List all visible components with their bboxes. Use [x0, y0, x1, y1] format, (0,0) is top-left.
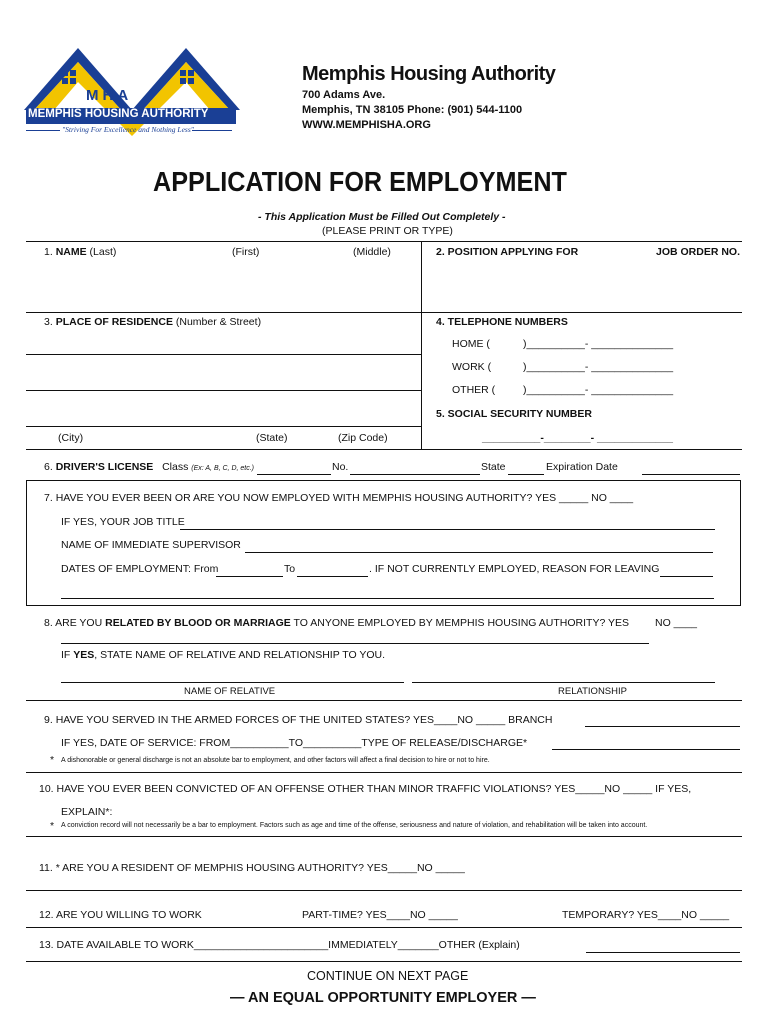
q7-reason-field[interactable]	[660, 576, 713, 577]
q7-job-title-field[interactable]	[180, 529, 715, 530]
residence-line-1[interactable]	[26, 354, 421, 355]
org-address: 700 Adams Ave.	[302, 89, 386, 101]
q7-dates-from-label: DATES OF EMPLOYMENT: From	[61, 563, 219, 575]
q9-dates: IF YES, DATE OF SERVICE: FROM__________TO__________TYPE OF RELEASE/DISCHARGE*	[61, 737, 528, 749]
q12-part-time[interactable]: PART-TIME? YES____NO _____	[302, 909, 458, 921]
q9-discharge-field[interactable]	[552, 749, 740, 750]
q12-question: 12. ARE YOU WILLING TO WORK	[39, 909, 202, 921]
q4-label: 4. TELEPHONE NUMBERS	[436, 316, 568, 328]
position-input-area[interactable]	[422, 260, 742, 310]
page-title: APPLICATION FOR EMPLOYMENT	[153, 166, 567, 197]
q7-job-title-label: IF YES, YOUR JOB TITLE	[61, 516, 185, 528]
q6-expiration: Expiration Date	[546, 461, 618, 473]
q6-state: State	[481, 461, 506, 473]
org-name: Memphis Housing Authority	[302, 63, 556, 85]
q7-dates-to-field[interactable]	[297, 576, 368, 577]
relationship-label: RELATIONSHIP	[558, 686, 627, 697]
phone-home-label: HOME (	[452, 338, 490, 350]
form-subtitle: - This Application Must be Filled Out Completely -	[258, 211, 506, 223]
relative-name-field[interactable]	[61, 682, 404, 683]
q8-no[interactable]: NO ____	[655, 617, 698, 629]
q9-question: 9. HAVE YOU SERVED IN THE ARMED FORCES OF THE UNITED STATES? YES____NO _____ BRANCH	[44, 714, 553, 726]
q12-temporary[interactable]: TEMPORARY? YES____NO _____	[562, 909, 730, 921]
q13-other-field[interactable]	[586, 952, 740, 953]
q8-question: 8. ARE YOU RELATED BY BLOOD OR MARRIAGE TO ANYONE EMPLOYED BY MEMPHIS HOUSING AUTHORITY? YES	[44, 617, 630, 629]
q9-note: A dishonorable or general discharge is not an absolute bar to employment, and other factors will affect a final decision to hire or not to hire.	[61, 757, 490, 764]
q3-city: (City)	[58, 432, 84, 444]
logo-tagline: "Striving For Excellence and Nothing Less"	[62, 125, 194, 134]
q10-note: A conviction record will not necessarily be a bar to employment. Factors such as age and time of the offense, seriousness and nature of violation, and rehabilitation will be taken into account.	[61, 822, 648, 829]
phone-work-field[interactable]: )__________- ______________	[523, 361, 674, 373]
q13-question: 13. DATE AVAILABLE TO WORK_______________________IMMEDIATELY_______OTHER (Explain)	[39, 939, 520, 951]
phone-home-field[interactable]: )__________- ______________	[523, 338, 674, 350]
q7-question: 7. HAVE YOU EVER BEEN OR ARE YOU NOW EMPLOYED WITH MEMPHIS HOUSING AUTHORITY? YES _____ NO ____	[44, 492, 634, 504]
license-state-field[interactable]	[508, 474, 544, 475]
name-input-area[interactable]	[26, 260, 420, 310]
q8-line[interactable]	[61, 643, 649, 644]
q10-asterisk: *	[50, 820, 55, 832]
q6-no: No.	[332, 461, 349, 473]
q2-job-order: JOB ORDER NO.	[656, 246, 741, 258]
q10-explain: EXPLAIN*:	[61, 806, 113, 818]
phone-work-label: WORK (	[452, 361, 492, 373]
q7-reason-label: . IF NOT CURRENTLY EMPLOYED, REASON FOR LEAVING	[369, 563, 660, 575]
license-class-field[interactable]	[257, 474, 331, 475]
org-city-phone: Memphis, TN 38105 Phone: (901) 544-1100	[302, 104, 523, 116]
continue-next-page: CONTINUE ON NEXT PAGE	[307, 969, 469, 983]
q1-label: 1. NAME (Last)	[44, 246, 117, 258]
q7-dates-to-label: To	[284, 563, 296, 575]
q3-state: (State)	[256, 432, 288, 444]
q6-row: 6. DRIVER'S LICENSE Class (Ex: A, B, C, D, etc.)	[44, 461, 255, 473]
ssn-field[interactable]: __________-________- _____________	[482, 432, 673, 444]
phone-other-label: OTHER (	[452, 384, 496, 396]
q7-supervisor-label: NAME OF IMMEDIATE SUPERVISOR	[61, 539, 241, 551]
form-subtitle-2: (PLEASE PRINT OR TYPE)	[322, 225, 453, 237]
q1-first: (First)	[232, 246, 260, 258]
relative-name-label: NAME OF RELATIVE	[184, 686, 276, 697]
relationship-field[interactable]	[412, 682, 715, 683]
q5-label: 5. SOCIAL SECURITY NUMBER	[436, 408, 592, 420]
q10-question: 10. HAVE YOU EVER BEEN CONVICTED OF AN OFFENSE OTHER THAN MINOR TRAFFIC VIOLATIONS? YES_____NO _____ IF YES,	[39, 783, 692, 795]
q2-label: 2. POSITION APPLYING FOR	[436, 246, 579, 258]
license-number-field[interactable]	[350, 474, 480, 475]
q7-dates-from-field[interactable]	[216, 576, 283, 577]
license-expiration-field[interactable]	[642, 474, 740, 475]
org-website[interactable]: WWW.MEMPHISHA.ORG	[302, 119, 431, 131]
q8-if-yes: IF YES, STATE NAME OF RELATIVE AND RELATIONSHIP TO YOU.	[61, 649, 386, 661]
q9-branch-field[interactable]	[585, 726, 740, 727]
residence-line-3[interactable]	[26, 426, 421, 427]
q7-supervisor-field[interactable]	[245, 552, 713, 553]
q9-asterisk: *	[50, 754, 55, 766]
q3-label: 3. PLACE OF RESIDENCE (Number & Street)	[44, 316, 262, 328]
logo-org-name: MEMPHIS HOUSING AUTHORITY	[28, 108, 209, 120]
q11-question: 11. * ARE YOU A RESIDENT OF MEMPHIS HOUSING AUTHORITY? YES_____NO _____	[39, 862, 465, 874]
q7-reason-field-2[interactable]	[61, 598, 714, 599]
equal-opportunity-footer: — AN EQUAL OPPORTUNITY EMPLOYER —	[230, 990, 536, 1006]
logo-mha-text: MHA	[86, 87, 133, 104]
q3-zip: (Zip Code)	[338, 432, 388, 444]
phone-other-field[interactable]: )__________- ______________	[523, 384, 674, 396]
q1-middle: (Middle)	[353, 246, 391, 258]
residence-line-2[interactable]	[26, 390, 421, 391]
